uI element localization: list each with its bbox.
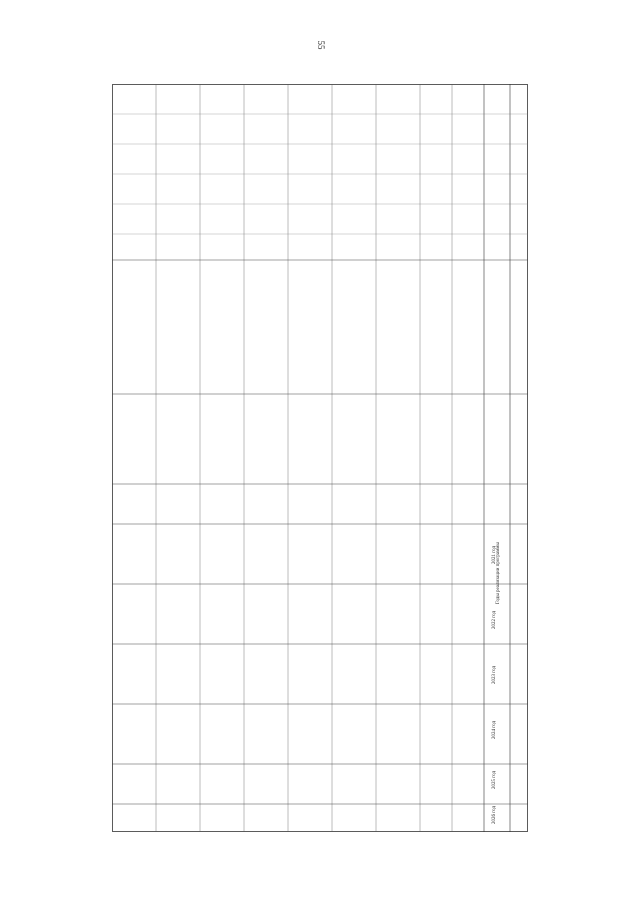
year-header: 2024 год bbox=[492, 720, 497, 739]
year-header: 2023 год bbox=[492, 665, 497, 684]
program-table bbox=[112, 84, 528, 832]
year-header: 2021 год bbox=[492, 545, 497, 564]
table-grid bbox=[112, 84, 528, 832]
years-group-header: Годы реализации программы bbox=[496, 542, 501, 604]
page-number: 55 bbox=[316, 40, 326, 50]
year-header: 2022 год bbox=[492, 610, 497, 629]
year-header: 2026 год bbox=[492, 805, 497, 824]
year-header: 2025 год bbox=[492, 770, 497, 789]
